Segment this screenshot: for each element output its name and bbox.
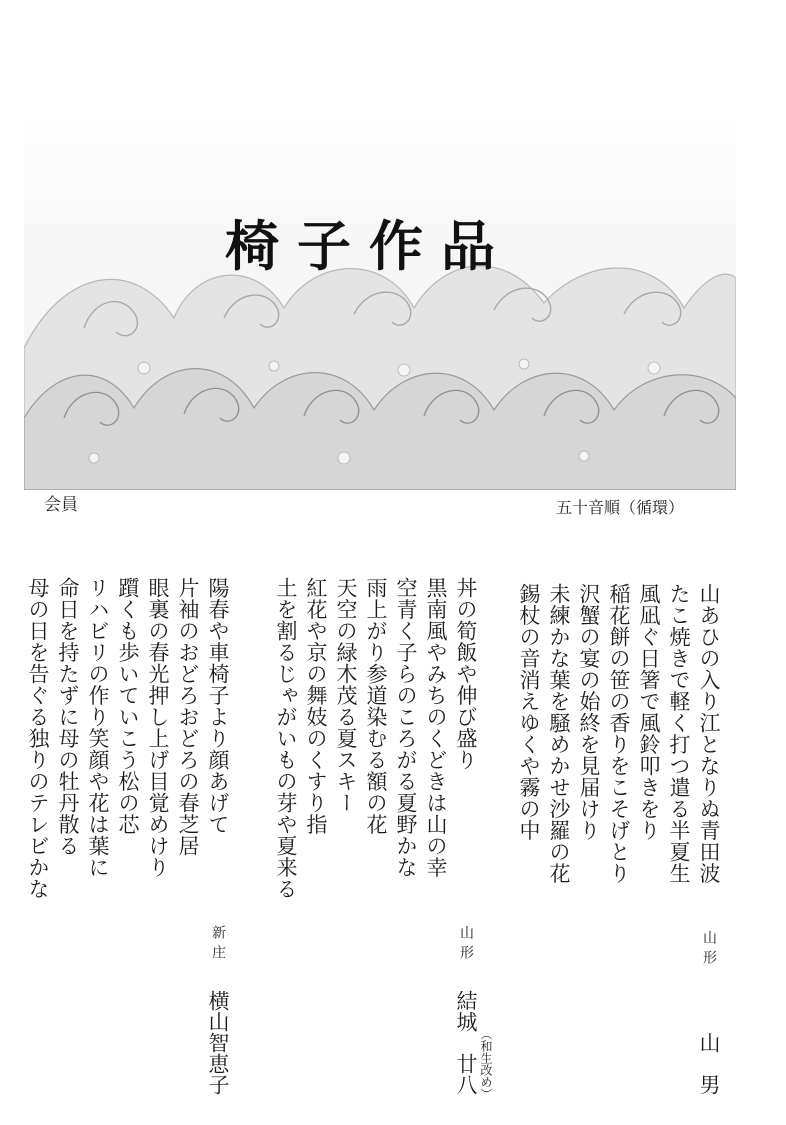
ordering-label: 五十音順（循環） — [556, 498, 685, 517]
haiku-line: 陽春や車椅子より顔あげて — [206, 577, 230, 835]
haiku-line: 沢蟹の宴の始終を見届けり — [577, 583, 601, 841]
haiku-line: 丼の筍飯や伸び盛り — [454, 577, 478, 771]
page-title: 椅子作品 — [225, 215, 513, 278]
author-name: 結城 廿八 — [454, 990, 478, 1095]
wave-banner — [24, 118, 736, 490]
haiku-line: 稲花餅の笹の香りをこそげとり — [607, 583, 631, 884]
haiku-line: リハビリの作り笑顔や花は葉に — [86, 577, 110, 878]
haiku-line: 母の日を告ぐる独りのテレビかな — [26, 577, 50, 900]
haiku-line: 紅花や京の舞妓のくすり指 — [304, 577, 328, 835]
haiku-line: 命日を持たずに母の牡丹散る — [56, 577, 80, 857]
haiku-line: 黒南風やみちのくどきは山の幸 — [424, 577, 448, 878]
haiku-line: 未練かな葉を騒めかせ沙羅の花 — [547, 583, 571, 884]
haiku-line: 山あひの入り江となりぬ青田波 — [697, 583, 721, 884]
haiku-line: 片袖のおどろおどろの春芝居 — [176, 577, 200, 857]
name-change-note: （和生改め） — [479, 1028, 493, 1100]
author-place: 新庄 — [210, 925, 226, 965]
haiku-line: 天空の緑木茂る夏スキー — [334, 577, 358, 814]
author-name: 横山智恵子 — [206, 990, 230, 1095]
haiku-line: たこ焼きで軽く打つ遣る半夏生 — [667, 583, 691, 884]
category-label: 会員 — [44, 495, 78, 515]
wave-pattern-illustration — [24, 118, 736, 490]
haiku-line: 躓くも歩いていこう松の芯 — [116, 577, 140, 835]
haiku-line: 錫杖の音消えゆくや霧の中 — [517, 583, 541, 841]
author-name: 山 男 — [697, 1032, 721, 1095]
author-place: 山形 — [701, 930, 717, 970]
haiku-line: 眼裏の春光押し上げ目覚めけり — [146, 577, 170, 878]
haiku-line: 空青く子らのころがる夏野かな — [394, 577, 418, 878]
haiku-line: 土を割るじゃがいもの芽や夏来る — [274, 577, 298, 900]
haiku-line: 風凪ぐ日箸で風鈴叩きをり — [637, 583, 661, 841]
haiku-line: 雨上がり参道染むる額の花 — [364, 577, 388, 835]
author-place: 山形 — [458, 925, 474, 965]
